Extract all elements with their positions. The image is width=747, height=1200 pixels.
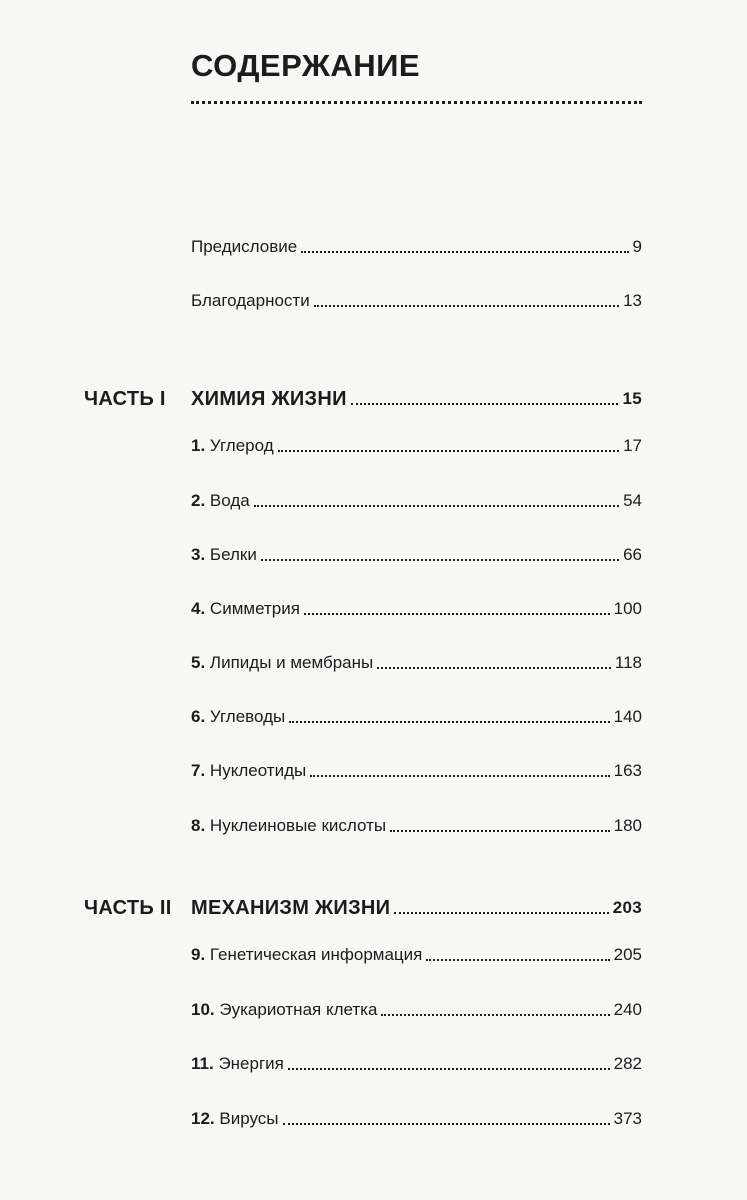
chapter-title: Вода xyxy=(209,491,250,510)
dot-leader xyxy=(289,721,609,723)
dot-leader xyxy=(381,1014,609,1016)
chapter-title: Энергия xyxy=(218,1054,284,1073)
dot-leader xyxy=(310,775,609,777)
part-title: ХИМИЯ ЖИЗНИ xyxy=(191,388,347,410)
chapter-number: 11. xyxy=(191,1054,214,1073)
chapter-number: 9. xyxy=(191,945,206,964)
chapter-title: Вирусы xyxy=(219,1109,279,1128)
entry-page: 15 xyxy=(622,389,642,408)
part-label: ЧАСТЬ I xyxy=(84,388,166,410)
toc-chapter[interactable] xyxy=(191,540,642,566)
chapter-title: Симметрия xyxy=(209,599,300,618)
entry-label: Предисловие xyxy=(191,237,298,256)
toc-chapter[interactable] xyxy=(191,995,642,1021)
chapter-number: 4. xyxy=(191,599,206,618)
dot-leader xyxy=(426,959,609,961)
part-label: ЧАСТЬ II xyxy=(84,897,172,919)
entry-page: 66 xyxy=(623,545,642,564)
title-dotted-rule xyxy=(191,101,642,104)
toc-part-2[interactable] xyxy=(191,889,642,919)
toc-chapter[interactable] xyxy=(191,486,642,512)
chapter-title: Белки xyxy=(209,545,257,564)
toc-chapter[interactable] xyxy=(191,594,642,620)
entry-page: 140 xyxy=(613,707,642,726)
chapter-number: 12. xyxy=(191,1109,215,1128)
part-title: МЕХАНИЗМ ЖИЗНИ xyxy=(191,897,391,919)
dot-leader xyxy=(261,559,619,561)
toc-chapter[interactable] xyxy=(191,1104,642,1130)
entry-page: 373 xyxy=(613,1109,642,1128)
entry-page: 17 xyxy=(623,436,642,455)
toc-entry-preface[interactable] xyxy=(191,232,642,258)
chapter-number: 7. xyxy=(191,761,206,780)
chapter-number: 8. xyxy=(191,816,206,835)
entry-label: Благодарности xyxy=(191,291,310,310)
entry-page: 100 xyxy=(613,599,642,618)
chapter-title: Нуклеотиды xyxy=(209,761,307,780)
dot-leader xyxy=(301,251,628,253)
chapter-number: 6. xyxy=(191,707,206,726)
toc-part-1[interactable] xyxy=(191,380,642,410)
chapter-number: 10. xyxy=(191,1000,215,1019)
chapter-number: 5. xyxy=(191,653,206,672)
toc-chapter[interactable] xyxy=(191,1049,642,1075)
dot-leader xyxy=(314,305,619,307)
entry-page: 163 xyxy=(613,761,642,780)
entry-page: 13 xyxy=(623,291,642,310)
dot-leader xyxy=(394,912,608,914)
toc-chapter[interactable] xyxy=(191,702,642,728)
dot-leader xyxy=(288,1068,610,1070)
dot-leader xyxy=(351,403,619,405)
chapter-title: Генетическая информация xyxy=(209,945,423,964)
chapter-title: Углеводы xyxy=(209,707,286,726)
entry-page: 9 xyxy=(632,237,642,256)
entry-page: 205 xyxy=(613,945,642,964)
dot-leader xyxy=(390,830,610,832)
entry-page: 240 xyxy=(613,1000,642,1019)
dot-leader xyxy=(254,505,619,507)
dot-leader xyxy=(377,667,611,669)
toc-chapter[interactable] xyxy=(191,811,642,837)
chapter-number: 3. xyxy=(191,545,206,564)
chapter-title: Нуклеиновые кислоты xyxy=(209,816,387,835)
toc-chapter[interactable] xyxy=(191,756,642,782)
entry-page: 118 xyxy=(614,653,642,672)
chapter-number: 1. xyxy=(191,436,206,455)
toc-entry-acknowledgements[interactable] xyxy=(191,286,642,312)
toc-chapter[interactable] xyxy=(191,940,642,966)
chapter-title: Углерод xyxy=(209,436,274,455)
dot-leader xyxy=(278,450,619,452)
toc-chapter[interactable] xyxy=(191,431,642,457)
entry-page: 282 xyxy=(613,1054,642,1073)
dot-leader xyxy=(304,613,610,615)
chapter-title: Липиды и мембраны xyxy=(209,653,374,672)
dot-leader xyxy=(283,1123,610,1125)
page-title: СОДЕРЖАНИЕ xyxy=(191,48,421,83)
chapter-title: Эукариотная клетка xyxy=(219,1000,378,1019)
chapter-number: 2. xyxy=(191,491,206,510)
entry-page: 203 xyxy=(612,898,642,917)
toc-chapter[interactable] xyxy=(191,648,642,674)
entry-page: 54 xyxy=(623,491,642,510)
entry-page: 180 xyxy=(613,816,642,835)
